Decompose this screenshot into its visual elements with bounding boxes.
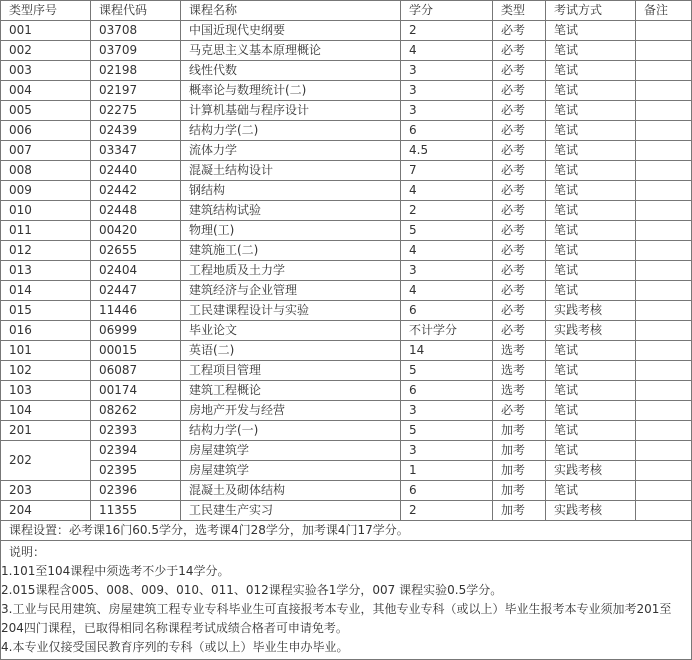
- table-row: [1, 421, 692, 441]
- cell-type-no: 016: [1, 321, 91, 341]
- cell-credits: 3: [401, 81, 493, 101]
- cell-type-no: 015: [1, 301, 91, 321]
- cell-credits: 3: [401, 261, 493, 281]
- cell-remarks: [636, 201, 692, 221]
- table-row: [1, 461, 692, 481]
- note-item: 2.015课程含005、008、009、010、011、012课程实验各1学分，007 课程实验0.5学分。: [1, 583, 503, 597]
- cell-course-name: 钢结构: [181, 181, 401, 201]
- cell-type: 加考: [493, 481, 546, 501]
- cell-course-code: 11446: [91, 301, 181, 321]
- table-row: [1, 181, 692, 201]
- table-row: [1, 161, 692, 181]
- cell-course-name: 线性代数: [181, 61, 401, 81]
- cell-course-code: 02447: [91, 281, 181, 301]
- cell-course-name: 流体力学: [181, 141, 401, 161]
- header-row: [1, 1, 692, 21]
- cell-course-name: 中国近现代史纲要: [181, 21, 401, 41]
- notes-row: [1, 541, 692, 660]
- cell-exam-method: 笔试: [546, 381, 636, 401]
- cell-course-name: 工程项目管理: [181, 361, 401, 381]
- cell-course-code: 02393: [91, 421, 181, 441]
- cell-course-code: 02394: [91, 441, 181, 461]
- cell-exam-method: 笔试: [546, 441, 636, 461]
- cell-remarks: [636, 121, 692, 141]
- cell-remarks: [636, 301, 692, 321]
- cell-type-no: 204: [1, 501, 91, 521]
- table-row: [1, 201, 692, 221]
- cell-course-code: 08262: [91, 401, 181, 421]
- cell-exam-method: 笔试: [546, 141, 636, 161]
- cell-remarks: [636, 281, 692, 301]
- cell-type: 必考: [493, 321, 546, 341]
- cell-credits: 不计学分: [401, 321, 493, 341]
- cell-type-no: 007: [1, 141, 91, 161]
- table-row: [1, 261, 692, 281]
- cell-exam-method: 笔试: [546, 221, 636, 241]
- cell-course-code: 02440: [91, 161, 181, 181]
- cell-course-name: 混凝土及砌体结构: [181, 481, 401, 501]
- cell-type-no: 011: [1, 221, 91, 241]
- cell-course-name: 概率论与数理统计(二): [181, 81, 401, 101]
- cell-remarks: [636, 441, 692, 461]
- cell-credits: 4: [401, 181, 493, 201]
- table-row: [1, 481, 692, 501]
- cell-type: 必考: [493, 301, 546, 321]
- cell-credits: 6: [401, 121, 493, 141]
- cell-remarks: [636, 181, 692, 201]
- cell-type: 必考: [493, 201, 546, 221]
- cell-remarks: [636, 101, 692, 121]
- cell-type-no: 102: [1, 361, 91, 381]
- cell-remarks: [636, 341, 692, 361]
- cell-type-no: 101: [1, 341, 91, 361]
- cell-course-code: 02275: [91, 101, 181, 121]
- cell-course-name: 物理(工): [181, 221, 401, 241]
- cell-exam-method: 笔试: [546, 81, 636, 101]
- table-row: [1, 301, 692, 321]
- table-row: [1, 281, 692, 301]
- cell-type-no: 202: [1, 441, 91, 481]
- cell-course-code: 02448: [91, 201, 181, 221]
- cell-credits: 6: [401, 301, 493, 321]
- cell-type: 必考: [493, 141, 546, 161]
- cell-type: 必考: [493, 161, 546, 181]
- cell-credits: 14: [401, 341, 493, 361]
- cell-type-no: 005: [1, 101, 91, 121]
- cell-course-name: 英语(二): [181, 341, 401, 361]
- cell-credits: 6: [401, 381, 493, 401]
- cell-exam-method: 笔试: [546, 61, 636, 81]
- table-row: [1, 501, 692, 521]
- cell-exam-method: 笔试: [546, 261, 636, 281]
- cell-remarks: [636, 261, 692, 281]
- cell-credits: 3: [401, 441, 493, 461]
- cell-type: 加考: [493, 441, 546, 461]
- cell-course-name: 结构力学(一): [181, 421, 401, 441]
- cell-remarks: [636, 321, 692, 341]
- cell-type-no: 103: [1, 381, 91, 401]
- cell-credits: 5: [401, 361, 493, 381]
- cell-type-no: 013: [1, 261, 91, 281]
- cell-type-no: 008: [1, 161, 91, 181]
- note-item: 4.本专业仅接受国民教育序列的专科（或以上）毕业生申办毕业。: [1, 640, 349, 654]
- cell-remarks: [636, 81, 692, 101]
- cell-credits: 4: [401, 241, 493, 261]
- cell-type: 必考: [493, 261, 546, 281]
- header-type: 类型: [493, 1, 546, 21]
- cell-remarks: [636, 461, 692, 481]
- cell-credits: 4: [401, 41, 493, 61]
- header-course-name: 课程名称: [181, 1, 401, 21]
- course-summary: 课程设置：必考课16门60.5学分，选考课4门28学分，加考课4门17学分。: [1, 521, 692, 541]
- cell-exam-method: 笔试: [546, 281, 636, 301]
- cell-remarks: [636, 421, 692, 441]
- cell-course-name: 工民建生产实习: [181, 501, 401, 521]
- cell-exam-method: 实践考核: [546, 321, 636, 341]
- cell-type: 必考: [493, 241, 546, 261]
- cell-course-code: 06087: [91, 361, 181, 381]
- table-row: [1, 361, 692, 381]
- cell-remarks: [636, 221, 692, 241]
- cell-course-name: 工程地质及土力学: [181, 261, 401, 281]
- cell-course-code: 03347: [91, 141, 181, 161]
- cell-type-no: 014: [1, 281, 91, 301]
- cell-remarks: [636, 401, 692, 421]
- cell-course-name: 建筑结构试验: [181, 201, 401, 221]
- cell-type: 必考: [493, 221, 546, 241]
- cell-remarks: [636, 501, 692, 521]
- cell-credits: 3: [401, 101, 493, 121]
- cell-credits: 2: [401, 201, 493, 221]
- cell-exam-method: 笔试: [546, 181, 636, 201]
- cell-exam-method: 笔试: [546, 421, 636, 441]
- header-credits: 学分: [401, 1, 493, 21]
- cell-exam-method: 实践考核: [546, 301, 636, 321]
- cell-type: 必考: [493, 21, 546, 41]
- cell-course-code: 06999: [91, 321, 181, 341]
- header-course-code: 课程代码: [91, 1, 181, 21]
- cell-exam-method: 笔试: [546, 481, 636, 501]
- cell-course-name: 马克思主义基本原理概论: [181, 41, 401, 61]
- cell-exam-method: 笔试: [546, 401, 636, 421]
- cell-course-name: 结构力学(二): [181, 121, 401, 141]
- cell-remarks: [636, 381, 692, 401]
- cell-type: 必考: [493, 41, 546, 61]
- cell-type: 加考: [493, 501, 546, 521]
- header-exam-method: 考试方式: [546, 1, 636, 21]
- table-row: [1, 41, 692, 61]
- cell-course-code: 02655: [91, 241, 181, 261]
- cell-exam-method: 实践考核: [546, 461, 636, 481]
- cell-course-name: 建筑经济与企业管理: [181, 281, 401, 301]
- table-row: [1, 81, 692, 101]
- cell-credits: 5: [401, 421, 493, 441]
- cell-type-no: 006: [1, 121, 91, 141]
- cell-type-no: 010: [1, 201, 91, 221]
- cell-type-no: 001: [1, 21, 91, 41]
- cell-remarks: [636, 21, 692, 41]
- cell-course-name: 房屋建筑学: [181, 461, 401, 481]
- cell-exam-method: 笔试: [546, 341, 636, 361]
- table-row: [1, 61, 692, 81]
- cell-course-name: 毕业论文: [181, 321, 401, 341]
- cell-course-code: 02396: [91, 481, 181, 501]
- cell-type: 选考: [493, 361, 546, 381]
- table-row: [1, 101, 692, 121]
- cell-remarks: [636, 61, 692, 81]
- cell-type-no: 201: [1, 421, 91, 441]
- cell-exam-method: 笔试: [546, 361, 636, 381]
- cell-type-no: 004: [1, 81, 91, 101]
- notes-title: 说明：: [9, 545, 46, 559]
- cell-type: 选考: [493, 381, 546, 401]
- table-row: [1, 441, 692, 461]
- cell-credits: 2: [401, 501, 493, 521]
- cell-type: 必考: [493, 121, 546, 141]
- cell-course-code: 02197: [91, 81, 181, 101]
- cell-remarks: [636, 41, 692, 61]
- cell-exam-method: 笔试: [546, 201, 636, 221]
- cell-course-code: 02198: [91, 61, 181, 81]
- cell-type-no: 012: [1, 241, 91, 261]
- cell-type: 必考: [493, 81, 546, 101]
- cell-exam-method: 笔试: [546, 161, 636, 181]
- cell-remarks: [636, 241, 692, 261]
- cell-course-name: 建筑工程概论: [181, 381, 401, 401]
- table-row: [1, 141, 692, 161]
- table-row: [1, 381, 692, 401]
- cell-credits: 3: [401, 61, 493, 81]
- cell-type-no: 104: [1, 401, 91, 421]
- cell-type: 加考: [493, 421, 546, 441]
- header-remarks: 备注: [636, 1, 692, 21]
- note-item: 3.工业与民用建筑、房屋建筑工程专业专科毕业生可直接报考本专业，其他专业专科（或以上）毕业生报考本专业须加考201至204四门课程，已取得相同名称课程考试成绩合格者可申请免考。: [1, 602, 672, 635]
- cell-exam-method: 笔试: [546, 101, 636, 121]
- cell-credits: 6: [401, 481, 493, 501]
- cell-credits: 4.5: [401, 141, 493, 161]
- cell-exam-method: 实践考核: [546, 501, 636, 521]
- cell-course-code: 02442: [91, 181, 181, 201]
- cell-course-code: 11355: [91, 501, 181, 521]
- cell-type: 必考: [493, 181, 546, 201]
- table-row: [1, 21, 692, 41]
- cell-course-code: 00015: [91, 341, 181, 361]
- table-row: [1, 241, 692, 261]
- cell-remarks: [636, 161, 692, 181]
- cell-exam-method: 笔试: [546, 41, 636, 61]
- table-row: [1, 321, 692, 341]
- cell-credits: 4: [401, 281, 493, 301]
- cell-remarks: [636, 481, 692, 501]
- table-row: [1, 341, 692, 361]
- cell-type: 必考: [493, 281, 546, 301]
- cell-exam-method: 笔试: [546, 121, 636, 141]
- note-item: 1.101至104课程中须选考不少于14学分。: [1, 564, 230, 578]
- table-row: [1, 401, 692, 421]
- cell-course-code: 02395: [91, 461, 181, 481]
- cell-course-code: 03709: [91, 41, 181, 61]
- cell-remarks: [636, 141, 692, 161]
- cell-exam-method: 笔试: [546, 21, 636, 41]
- cell-course-code: 02439: [91, 121, 181, 141]
- cell-credits: 2: [401, 21, 493, 41]
- cell-course-name: 建筑施工(二): [181, 241, 401, 261]
- cell-type: 必考: [493, 61, 546, 81]
- cell-remarks: [636, 361, 692, 381]
- cell-type-no: 003: [1, 61, 91, 81]
- summary-row: [1, 521, 692, 541]
- cell-type-no: 203: [1, 481, 91, 501]
- cell-credits: 3: [401, 401, 493, 421]
- cell-type-no: 009: [1, 181, 91, 201]
- cell-course-code: 02404: [91, 261, 181, 281]
- cell-credits: 5: [401, 221, 493, 241]
- cell-type: 必考: [493, 401, 546, 421]
- cell-course-code: 00420: [91, 221, 181, 241]
- header-type-no: 类型序号: [1, 1, 91, 21]
- cell-course-name: 房地产开发与经营: [181, 401, 401, 421]
- cell-course-name: 混凝土结构设计: [181, 161, 401, 181]
- table-row: [1, 221, 692, 241]
- cell-course-name: 房屋建筑学: [181, 441, 401, 461]
- cell-type: 加考: [493, 461, 546, 481]
- cell-course-code: 00174: [91, 381, 181, 401]
- cell-credits: 1: [401, 461, 493, 481]
- table-row: [1, 121, 692, 141]
- cell-exam-method: 笔试: [546, 241, 636, 261]
- cell-type: 选考: [493, 341, 546, 361]
- cell-course-name: 计算机基础与程序设计: [181, 101, 401, 121]
- cell-course-code: 03708: [91, 21, 181, 41]
- cell-credits: 7: [401, 161, 493, 181]
- cell-type-no: 002: [1, 41, 91, 61]
- cell-course-name: 工民建课程设计与实验: [181, 301, 401, 321]
- cell-type: 必考: [493, 101, 546, 121]
